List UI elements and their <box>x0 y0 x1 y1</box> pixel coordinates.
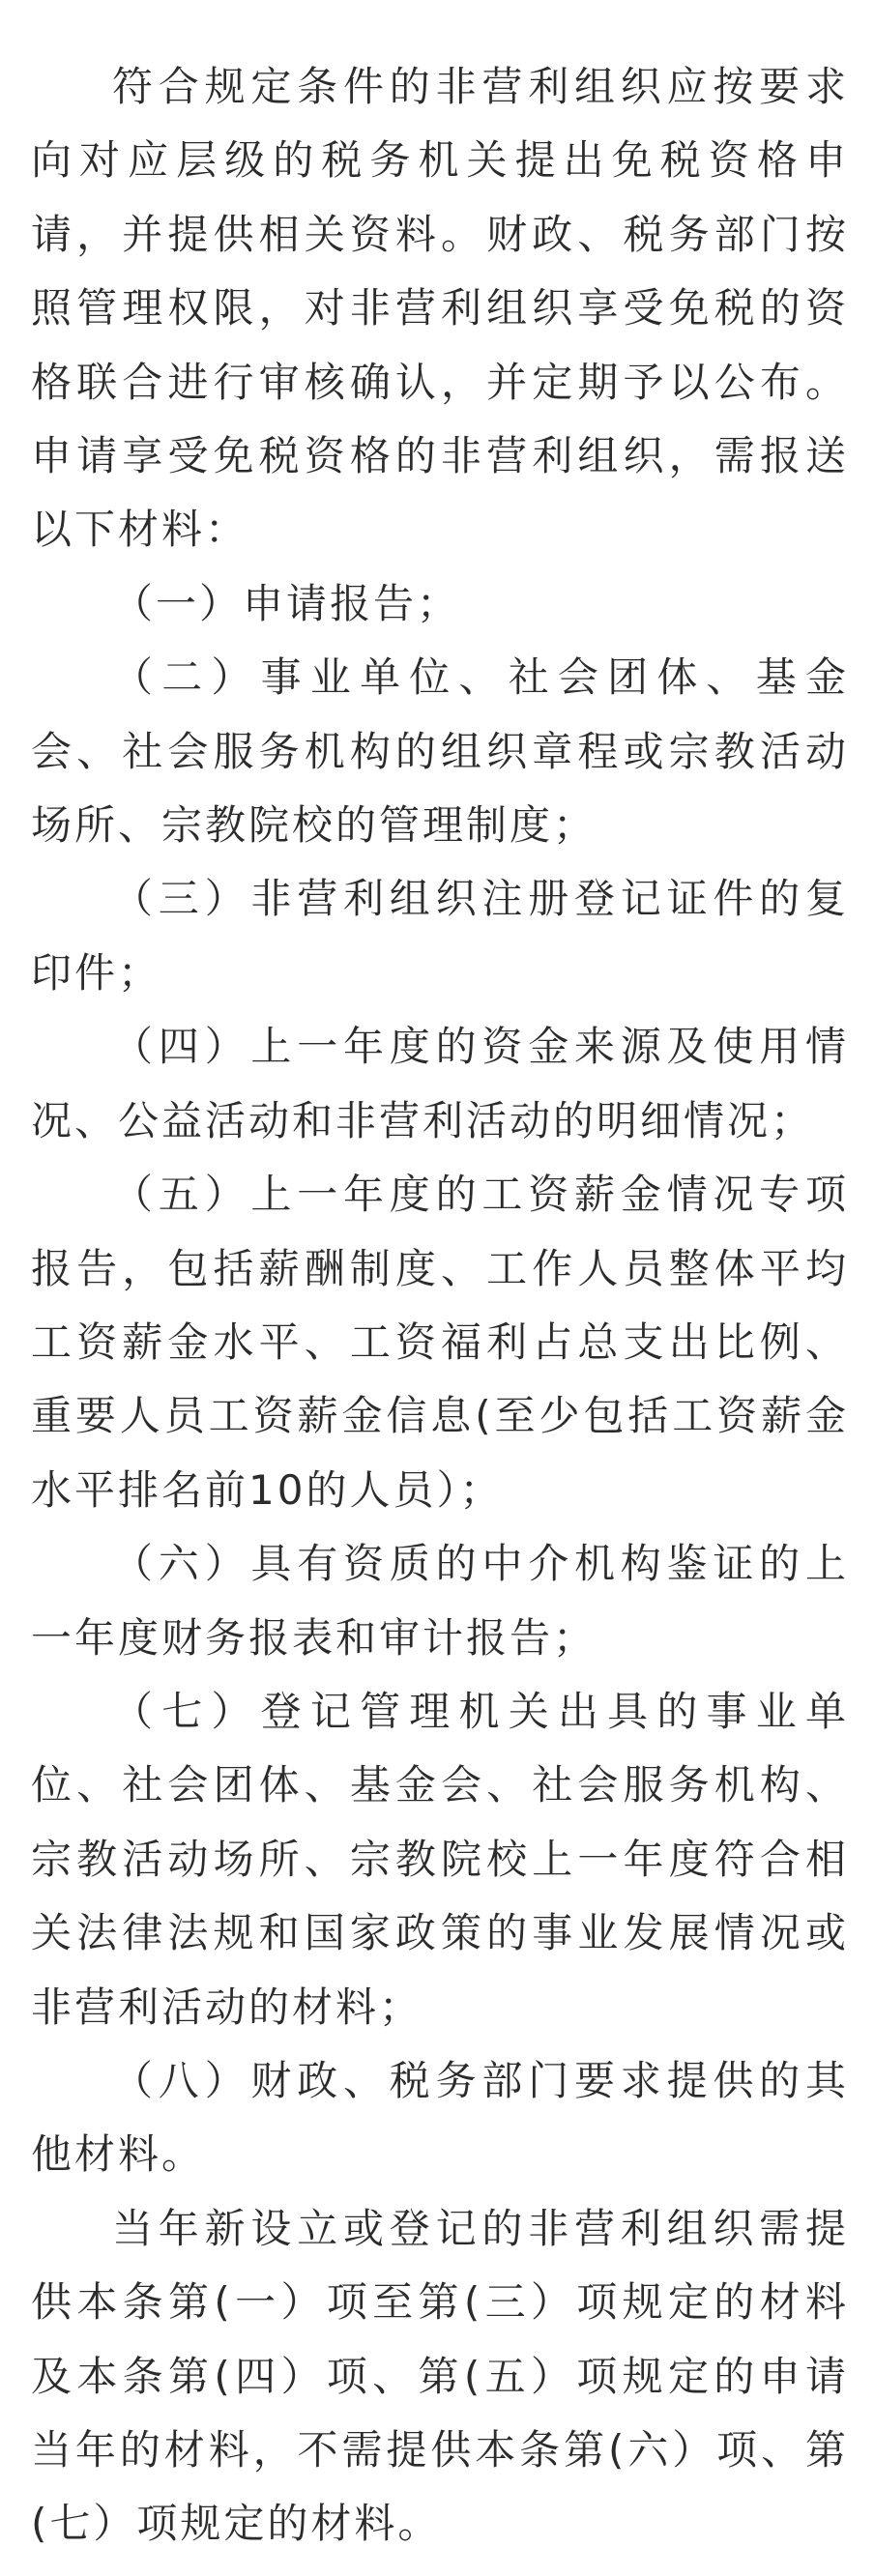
item-2-paragraph: （二）事业单位、社会团体、基金会、社会服务机构的组织章程或宗教活动场所、宗教院校的管理制度； <box>31 653 849 850</box>
intro-paragraph: 符合规定条件的非营利组织应按要求向对应层级的税务机关提出免税资格申请，并提供相关资料。财政、税务部门按照管理权限，对非营利组织享受免税的资格联合进行审核确认，并定期予以公布。申请享受免税资格的非营利组织，需报送以下材料： <box>31 63 849 554</box>
closing-paragraph: 当年新设立或登记的非营利组织需提供本条第(一）项至第(三）项规定的材料及本条第(四）项、第(五）项规定的申请当年的材料，不需提供本条第(六）项、第(七）项规定的材料。 <box>31 2204 849 2548</box>
item-6-paragraph: （六）具有资质的中介机构鉴证的上一年度财务报表和审计报告； <box>31 1540 849 1662</box>
item-3-paragraph: （三）非营利组织注册登记证件的复印件； <box>31 875 849 997</box>
item-7-paragraph: （七）登记管理机关出具的事业单位、社会团体、基金会、社会服务机构、宗教活动场所、宗教院校上一年度符合相关法律法规和国家政策的事业发展情况或非营利活动的材料； <box>31 1687 849 2031</box>
item-1-paragraph: （一）申请报告； <box>112 579 461 627</box>
item-5-paragraph: （五）上一年度的工资薪金情况专项报告，包括薪酬制度、工作人员整体平均工资薪金水平、工资福利占总支出比例、重要人员工资薪金信息(至少包括工资薪金水平排名前10的人员）； <box>31 1171 849 1514</box>
item-8-paragraph: （八）财政、税务部门要求提供的其他材料。 <box>31 2056 849 2179</box>
item-4-paragraph: （四）上一年度的资金来源及使用情况、公益活动和非营利活动的明细情况； <box>31 1023 849 1144</box>
